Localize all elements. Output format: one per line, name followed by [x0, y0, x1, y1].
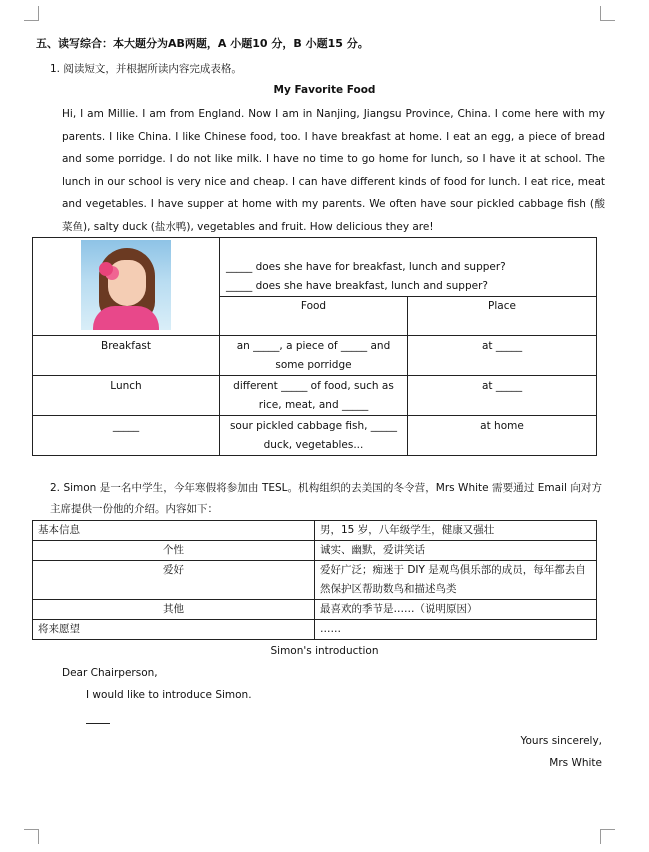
info-table [32, 520, 597, 640]
info-label: 其他 [33, 600, 315, 620]
food-cell: different _____ of food, such as rice, meat, and _____ [220, 376, 408, 416]
info-value: 最喜欢的季节是……（说明原因） [315, 600, 597, 620]
writing-blank-line [86, 723, 110, 724]
page-corner-mark [600, 6, 615, 21]
info-value: 男，15 岁，八年级学生，健康又强壮 [315, 521, 597, 541]
table-row [33, 620, 597, 640]
letter-signature: Mrs White [549, 757, 602, 769]
table-row [33, 521, 597, 541]
page-corner-mark [600, 829, 615, 844]
place-cell: at _____ [408, 376, 597, 416]
question-1-instruction: 1. 阅读短文，并根据所读内容完成表格。 [50, 63, 242, 75]
place-cell: at home [408, 416, 597, 456]
letter-opening: I would like to introduce Simon. [86, 689, 252, 701]
info-value: 诚实、幽默，爱讲笑话 [315, 541, 597, 561]
photo-cell [33, 238, 220, 336]
question-line-2: _____ does she have breakfast, lunch and supper? [226, 280, 488, 292]
passage-title: My Favorite Food [273, 84, 376, 96]
info-value: 爱好广泛；痴迷于 DIY 是观鸟俱乐部的成员，每年都去自然保护区帮助数鸟和描述鸟类 [315, 561, 597, 600]
table-row [33, 416, 597, 456]
food-cell: an _____, a piece of _____ and some porridge [220, 336, 408, 376]
table-row [33, 541, 597, 561]
table-row [33, 376, 597, 416]
page-corner-mark [24, 829, 39, 844]
table-row [33, 336, 597, 376]
info-label: 爱好 [33, 561, 315, 600]
info-label: 将来愿望 [33, 620, 315, 640]
table-row [33, 600, 597, 620]
letter-closing: Yours sincerely, [520, 735, 602, 747]
letter-greeting: Dear Chairperson, [62, 667, 158, 679]
question-2-instruction: 2. Simon 是一名中学生，今年寒假将参加由 TESL。机构组织的去美国的冬令营，Mrs White 需要通过 Email 向对方主席提供一份他的介绍。内容如下： [50, 482, 602, 515]
question-line-1: _____ does she have for breakfast, lunch and supper? [226, 261, 506, 273]
place-cell: at _____ [408, 336, 597, 376]
reading-passage: Hi, I am Millie. I am from England. Now I am in Nanjing, Jiangsu Province, China. I come here with my parents. I like China. I like Chinese food, too. I have breakfast at home. I eat an egg, a piece of bread and some porridge. I do not like milk. I have no time to go home for lunch, so I have it at school. The lunch in our school is very nice and cheap. I can have different kinds of food for lunch. I eat rice, meat and vegetables. I have supper at home with my parents. We often have sour pickled cabbage fish (酸菜鱼), salty duck (盐水鸭), vegetables and fruit. How delicious they are! [62, 108, 605, 233]
column-header-food: Food [220, 297, 408, 336]
question-cell [220, 238, 597, 297]
page-corner-mark [24, 6, 39, 21]
letter-title: Simon's introduction [270, 645, 379, 657]
meal-cell: Breakfast [33, 336, 220, 376]
food-table [32, 237, 597, 456]
food-cell: sour pickled cabbage fish, _____ duck, vegetables... [220, 416, 408, 456]
section-title: 五、读写综合：本大题分为AB两题，A 小题10 分，B 小题15 分。 [36, 37, 369, 50]
info-label: 个性 [33, 541, 315, 561]
info-label: 基本信息 [33, 521, 315, 541]
info-value: …… [315, 620, 597, 640]
meal-cell: _____ [33, 416, 220, 456]
table-row [33, 561, 597, 600]
meal-cell: Lunch [33, 376, 220, 416]
column-header-place: Place [408, 297, 597, 336]
girl-photo [81, 240, 171, 330]
